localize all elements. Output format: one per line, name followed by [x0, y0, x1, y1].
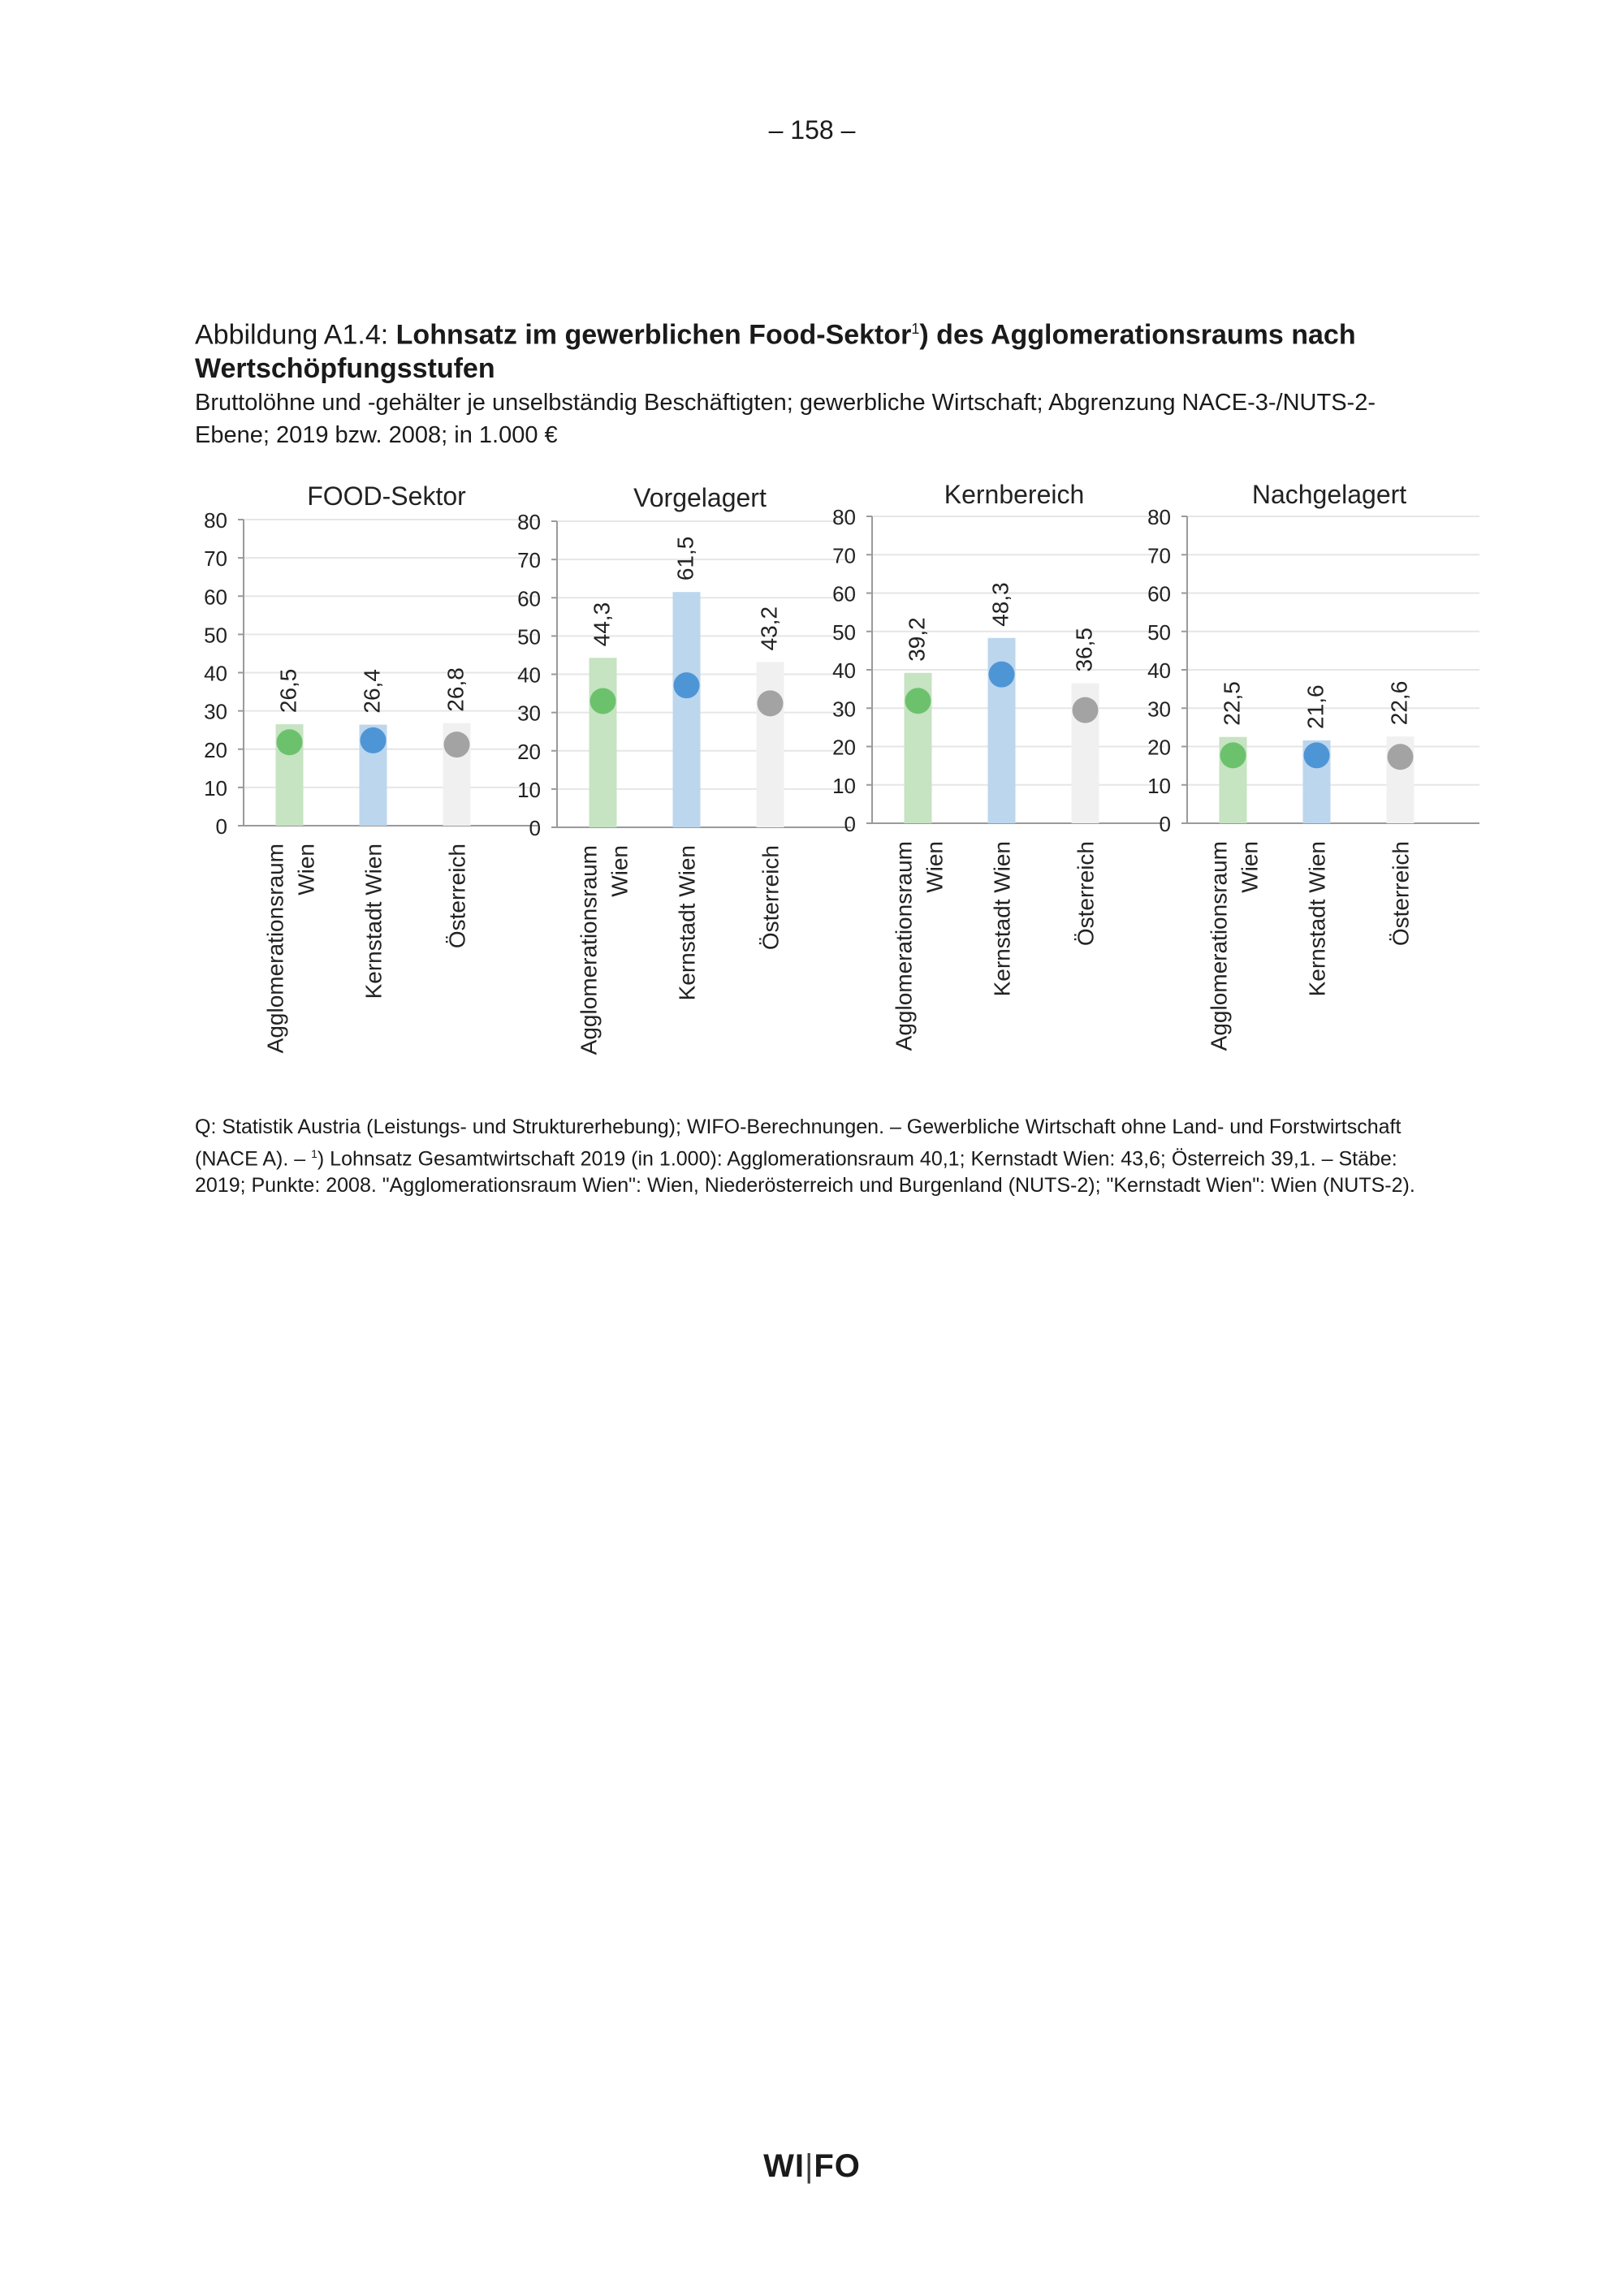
- y-tick-label: 50: [517, 624, 541, 650]
- data-label: 22,6: [1386, 680, 1412, 726]
- y-tick-label: 10: [517, 777, 541, 802]
- data-label: 26,4: [359, 669, 385, 714]
- x-category-label: Österreich: [444, 844, 470, 949]
- data-label: 26,5: [275, 668, 301, 714]
- source-text-2: ) Lohnsatz Gesamtwirtschaft 2019 (in 1.000): Agglomerationsraum 40,1; Kernstadt Wien: 43,6; Österreich 39,1. – Stäbe: 2019; Punkte: 2008. "Agglomerationsraum Wien": Wien, Niederösterreich und Burgenland (NUTS-2); "Kernstadt Wien": Wien (NUTS-2).: [195, 1147, 1415, 1198]
- data-label: 44,3: [589, 602, 615, 647]
- source-note: [195, 1114, 1445, 1199]
- x-category-label: Österreich: [1388, 841, 1414, 947]
- y-tick-label: 20: [832, 735, 856, 760]
- y-tick-label: 70: [1147, 543, 1171, 568]
- figure-title-rest: ) des Agglomerationsraums nach Wertschöpfungsstufen: [195, 319, 1356, 385]
- bar-2019: [590, 658, 617, 827]
- bar-2019: [673, 592, 701, 827]
- figure-label: Abbildung A1.4:: [195, 319, 389, 351]
- y-tick-label: 50: [832, 619, 856, 645]
- y-tick-label: 0: [844, 812, 856, 836]
- source-footnote-marker: 1: [311, 1147, 317, 1160]
- y-tick-label: 60: [204, 585, 227, 610]
- x-category-label: Wien: [293, 844, 319, 896]
- y-tick-label: 0: [1159, 812, 1171, 836]
- y-tick-label: 10: [1147, 773, 1171, 798]
- figure-subtitle: Bruttolöhne und -gehälter je unselbständig Beschäftigten; gewerbliche Wirtschaft; Abgrenzung NACE-3-/NUTS-2-Ebene; 2019 bzw. 2008; in 1.000 €: [195, 390, 1376, 448]
- y-tick-label: 30: [517, 701, 541, 726]
- data-label: 61,5: [672, 536, 698, 581]
- y-tick-label: 70: [832, 543, 856, 568]
- x-category-label: Wien: [922, 841, 948, 893]
- y-tick-label: 10: [204, 775, 227, 801]
- y-tick-label: 80: [832, 505, 856, 529]
- y-tick-label: 30: [832, 697, 856, 722]
- y-tick-label: 50: [204, 623, 227, 648]
- x-category-label: Agglomerationsraum: [262, 844, 288, 1054]
- logo-right: FO: [814, 2148, 861, 2184]
- bar-2019: [757, 662, 784, 827]
- point-2008: [989, 662, 1015, 688]
- x-category-label: Wien: [607, 845, 633, 897]
- x-category-label: Österreich: [758, 845, 784, 951]
- logo-bar: |: [804, 2148, 814, 2184]
- y-tick-label: 40: [1147, 658, 1171, 683]
- point-2008: [590, 688, 616, 714]
- point-2008: [361, 727, 387, 753]
- x-category-label: Kernstadt Wien: [989, 841, 1015, 997]
- chart-panels: [0, 0, 1624, 1088]
- y-tick-label: 20: [204, 737, 227, 762]
- point-2008: [674, 672, 700, 698]
- source-text-1: Q: Statistik Austria (Leistungs- und Strukturerhebung); WIFO-Berechnungen. – Gewerbliche Wirtschaft ohne Land- und Forstwirtschaft (NACE A). –: [195, 1116, 1402, 1171]
- data-label: 48,3: [987, 582, 1013, 627]
- logo-left: WI: [763, 2148, 805, 2184]
- y-tick-label: 60: [1147, 581, 1171, 606]
- y-tick-label: 80: [517, 510, 541, 534]
- y-tick-label: 10: [832, 773, 856, 798]
- x-category-label: Kernstadt Wien: [361, 844, 387, 999]
- data-label: 26,8: [443, 667, 469, 712]
- point-2008: [758, 690, 784, 716]
- x-category-label: Agglomerationsraum: [576, 845, 602, 1055]
- y-tick-label: 20: [517, 739, 541, 764]
- y-tick-label: 30: [1147, 697, 1171, 722]
- x-category-label: Wien: [1237, 841, 1263, 893]
- point-2008: [1304, 742, 1330, 768]
- y-tick-label: 60: [517, 586, 541, 611]
- wifo-logo: [0, 2148, 1624, 2185]
- chart-title: Vorgelagert: [633, 483, 767, 512]
- figure-title-text: Lohnsatz im gewerblichen Food-Sektor: [395, 319, 912, 351]
- y-tick-label: 20: [1147, 735, 1171, 760]
- data-label: 36,5: [1071, 628, 1097, 672]
- y-tick-label: 70: [204, 546, 227, 572]
- y-tick-label: 60: [832, 581, 856, 606]
- y-tick-label: 40: [832, 658, 856, 683]
- x-category-label: Kernstadt Wien: [674, 845, 700, 1001]
- y-tick-label: 50: [1147, 619, 1171, 645]
- y-tick-label: 0: [215, 814, 227, 839]
- point-2008: [1388, 744, 1414, 770]
- data-label: 39,2: [904, 617, 930, 662]
- chart-title: FOOD-Sektor: [307, 481, 466, 511]
- page-number: – 158 –: [768, 115, 856, 145]
- point-2008: [444, 732, 470, 757]
- x-category-label: Agglomerationsraum: [1206, 841, 1232, 1051]
- y-tick-label: 80: [204, 508, 227, 533]
- point-2008: [1073, 697, 1099, 723]
- point-2008: [1220, 742, 1246, 768]
- data-label: 22,5: [1219, 681, 1245, 726]
- point-2008: [905, 688, 931, 714]
- point-2008: [277, 729, 303, 755]
- chart-title: Nachgelagert: [1251, 480, 1407, 509]
- y-tick-label: 80: [1147, 505, 1171, 529]
- data-label: 43,2: [756, 606, 782, 651]
- data-label: 21,6: [1302, 684, 1328, 729]
- y-tick-label: 40: [204, 661, 227, 686]
- x-category-label: Österreich: [1073, 841, 1099, 947]
- y-tick-label: 40: [517, 662, 541, 688]
- x-category-label: Kernstadt Wien: [1304, 841, 1330, 997]
- y-tick-label: 0: [529, 816, 541, 840]
- chart-title: Kernbereich: [944, 480, 1085, 509]
- footnote-marker: 1: [911, 321, 920, 337]
- x-category-label: Agglomerationsraum: [891, 841, 917, 1051]
- y-tick-label: 70: [517, 548, 541, 573]
- y-tick-label: 30: [204, 699, 227, 724]
